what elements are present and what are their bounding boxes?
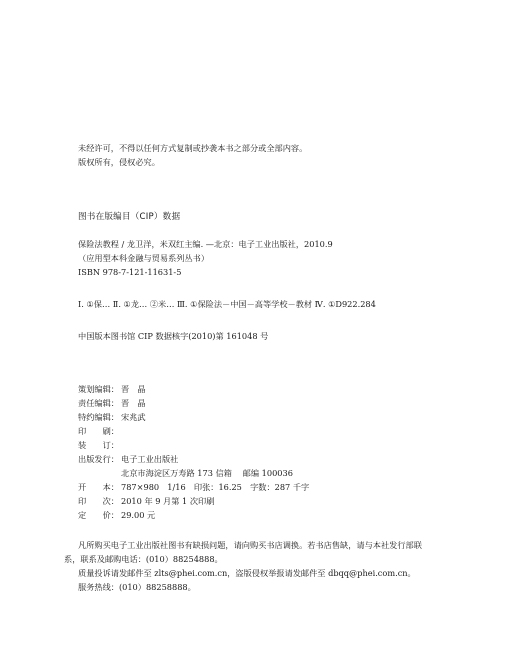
cip-subjects: Ⅰ. ①保… Ⅱ. ①龙… ②米… Ⅲ. ①保险法－中国－高等学校－教材 Ⅳ. ①D922.284 bbox=[78, 299, 376, 309]
spec-impression bbox=[78, 496, 214, 507]
credit-publisher bbox=[78, 454, 178, 465]
credit-binder bbox=[78, 440, 121, 451]
cip-series: （应用型本科金融与贸易系列丛书） bbox=[78, 253, 210, 263]
credit-responsible-editor bbox=[78, 398, 146, 409]
cip-heading: 图书在版编目（CIP）数据 bbox=[78, 212, 181, 222]
notice-line-4: 服务热线：(010）88258888。 bbox=[78, 582, 196, 592]
spec-key: 定 价： bbox=[78, 510, 119, 520]
spec-key: 开 本： bbox=[78, 482, 119, 492]
credit-value: 晋 晶 bbox=[121, 384, 146, 394]
spec-value: 2010 年 9 月第 1 次印刷 bbox=[121, 496, 215, 506]
credit-key: 印 刷： bbox=[78, 426, 119, 436]
copyright-line-2: 版权所有，侵权必究。 bbox=[78, 157, 160, 167]
spec-format bbox=[78, 482, 309, 493]
notice-line-3: 质量投诉请发邮件至 zlts@phei.com.cn，盗版侵权举报请发邮件至 dbqq@phei.com.cn。 bbox=[78, 568, 416, 578]
credit-key: 特约编辑： bbox=[78, 412, 119, 422]
credit-special-editor bbox=[78, 412, 146, 423]
credit-key: 装 订： bbox=[78, 440, 119, 450]
credit-key: 责任编辑： bbox=[78, 398, 119, 408]
notice-line-2: 系，联系及邮购电话：(010）88254888。 bbox=[64, 554, 223, 564]
cip-entry: 保险法教程 / 龙卫洋，米双红主编. —北京：电子工业出版社，2010.9 bbox=[78, 239, 333, 249]
spec-value: 787×980 1/16 印张：16.25 字数：287 千字 bbox=[121, 482, 310, 492]
cip-record: 中国版本图书馆 CIP 数据核字(2010)第 161048 号 bbox=[78, 331, 269, 341]
spec-price bbox=[78, 510, 155, 521]
notice-line-1: 凡所购买电子工业出版社图书有缺损问题，请向购买书店调换。若书店售缺，请与本社发行部联 bbox=[78, 540, 422, 550]
credit-value: 电子工业出版社 bbox=[121, 454, 179, 464]
cip-isbn: ISBN 978-7-121-11631-5 bbox=[78, 267, 182, 277]
credit-printer bbox=[78, 426, 121, 437]
credit-value: 宋兆武 bbox=[121, 412, 146, 422]
credit-planning-editor bbox=[78, 384, 146, 395]
spec-value: 29.00 元 bbox=[121, 510, 156, 520]
credit-key: 策划编辑： bbox=[78, 384, 119, 394]
credit-value: 晋 晶 bbox=[121, 398, 146, 408]
spec-key: 印 次： bbox=[78, 496, 119, 506]
copyright-line-1: 未经许可，不得以任何方式复制或抄袭本书之部分或全部内容。 bbox=[78, 143, 308, 153]
credit-key: 出版发行： bbox=[78, 454, 119, 464]
publisher-address: 北京市海淀区万寿路 173 信箱 邮编 100036 bbox=[121, 468, 293, 478]
